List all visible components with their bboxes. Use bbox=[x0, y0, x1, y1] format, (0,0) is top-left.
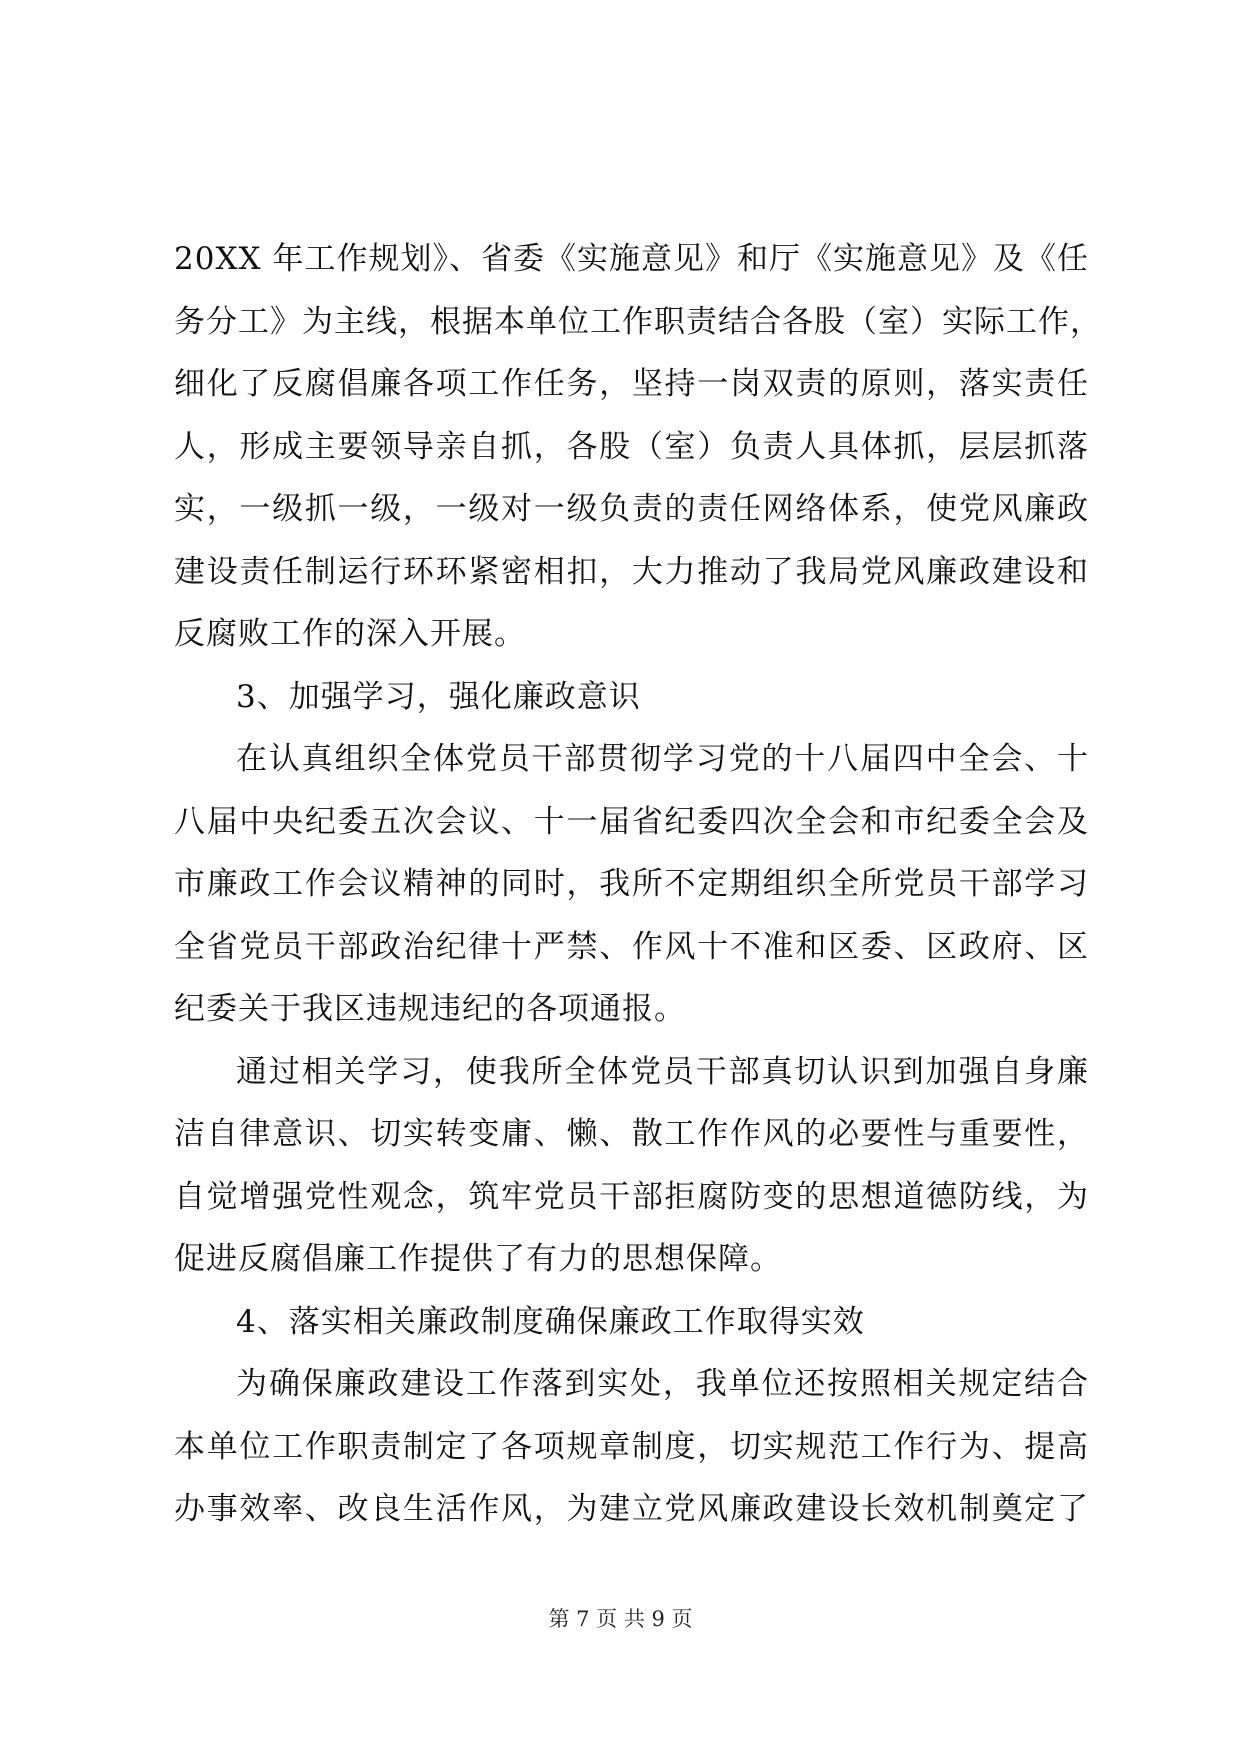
section-heading: 4、落实相关廉政制度确保廉政工作取得实效 bbox=[236, 1303, 865, 1340]
section-heading: 3、加强学习，强化廉政意识 bbox=[236, 678, 641, 715]
body-line: 人，形成主要领导亲自抓，各股（室）负责人具体抓，层层抓落 bbox=[174, 428, 1089, 465]
body-line: 促进反腐倡廉工作提供了有力的思想保障。 bbox=[174, 1241, 782, 1277]
document-body bbox=[174, 228, 1102, 1541]
body-line: 八届中央纪委五次会议、十一届省纪委四次全会和市纪委全会及 bbox=[174, 803, 1089, 840]
page-number-footer: 第 7 页 共 9 页 bbox=[548, 1607, 693, 1631]
body-line: 细化了反腐倡廉各项工作任务，坚持一岗双责的原则，落实责任 bbox=[174, 366, 1089, 402]
body-line: 20XX 年工作规划》、省委《实施意见》和厅《实施意见》及《任 bbox=[174, 241, 1089, 277]
body-line: 务分工》为主线，根据本单位工作职责结合各股（室）实际工作， bbox=[174, 303, 1102, 340]
body-line: 纪委关于我区违规违纪的各项通报。 bbox=[174, 991, 686, 1027]
body-line: 实，一级抓一级，一级对一级负责的责任网络体系，使党风廉政 bbox=[174, 491, 1089, 527]
body-line: 全省党员干部政治纪律十严禁、作风十不准和区委、区政府、区 bbox=[174, 928, 1089, 965]
body-line: 办事效率、改良生活作风，为建立党风廉政建设长效机制奠定了 bbox=[174, 1491, 1089, 1527]
body-line: 本单位工作职责制定了各项规章制度，切实规范工作行为、提高 bbox=[174, 1428, 1089, 1465]
body-line: 通过相关学习，使我所全体党员干部真切认识到加强自身廉 bbox=[236, 1053, 1089, 1090]
body-line: 市廉政工作会议精神的同时，我所不定期组织全所党员干部学习 bbox=[174, 866, 1089, 902]
body-line: 在认真组织全体党员干部贯彻学习党的十八届四中全会、十 bbox=[236, 741, 1089, 777]
body-line: 自觉增强党性观念，筑牢党员干部拒腐防变的思想道德防线，为 bbox=[174, 1178, 1089, 1215]
body-line: 为确保廉政建设工作落到实处，我单位还按照相关规定结合 bbox=[236, 1366, 1089, 1402]
body-line: 洁自律意识、切实转变庸、懒、散工作作风的必要性与重要性， bbox=[174, 1116, 1089, 1152]
body-line: 建设责任制运行环环紧密相扣，大力推动了我局党风廉政建设和 bbox=[174, 553, 1089, 590]
body-line: 反腐败工作的深入开展。 bbox=[174, 616, 526, 652]
